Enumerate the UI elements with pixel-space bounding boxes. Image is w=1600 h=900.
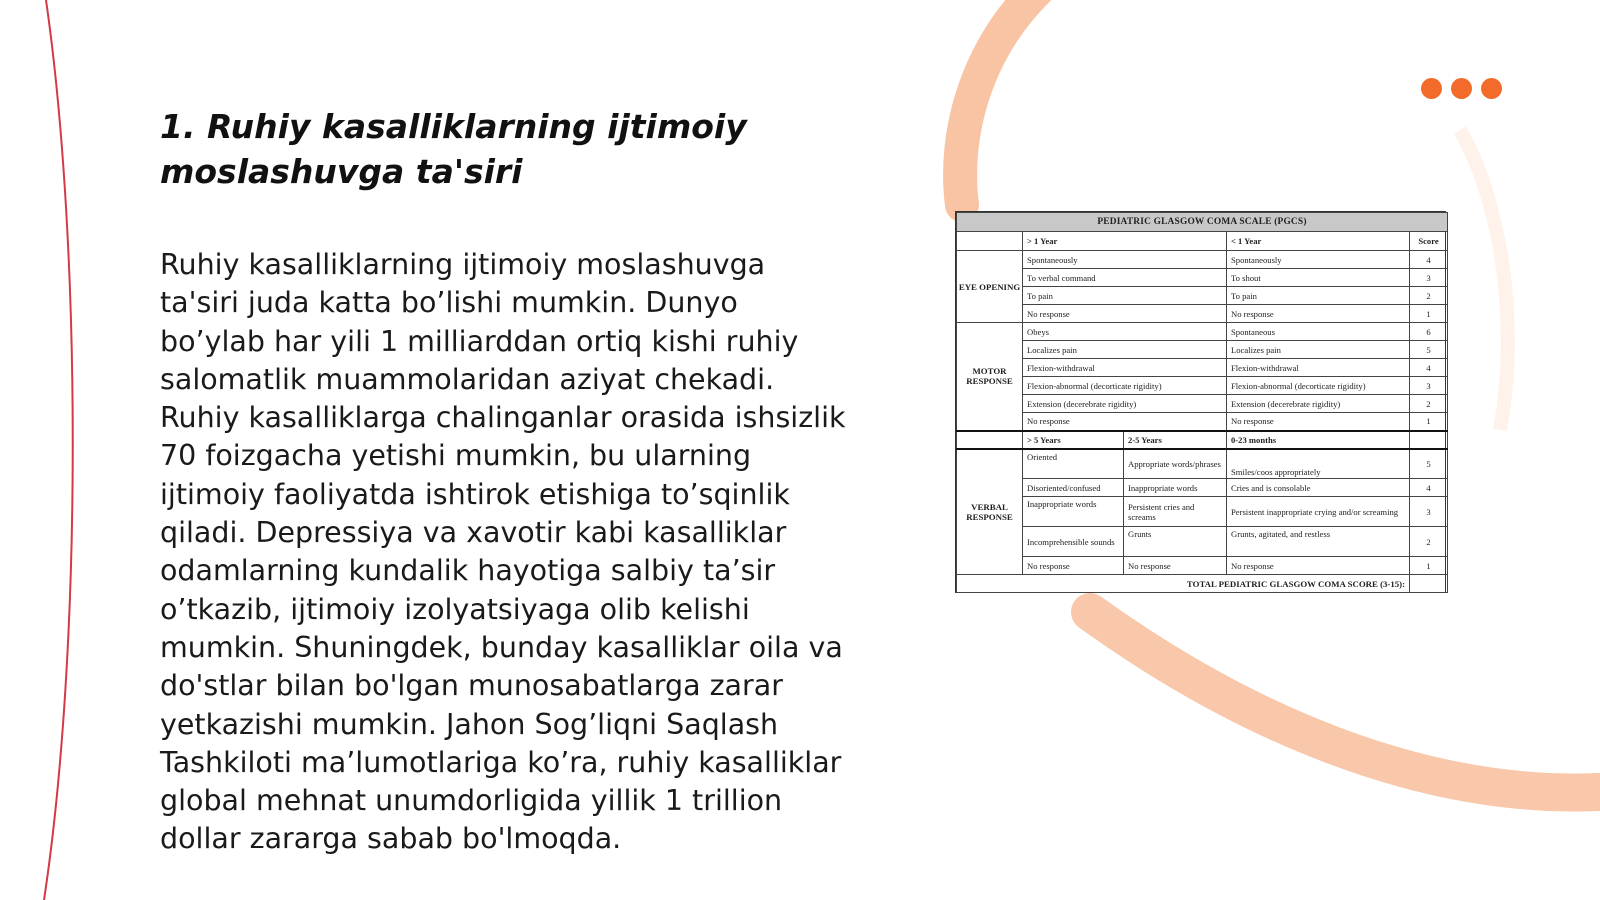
table-cell: Extension (decerebrate rigidity) bbox=[1023, 395, 1227, 413]
table-cell: Disoriented/confused bbox=[1023, 479, 1124, 497]
slide-body-text: Ruhiy kasalliklarning ijtimoiy moslashuvga ta'siri juda katta bo’lishi mumkin. Dunyo bo’ylab har yili 1 milliarddan ortiq kishi ruhiy salomatlik muammolaridan aziyat chekadi. Ruhiy kasalliklarga chalinganlar orasida ishsizlik 70 foizgacha yetishi mumkin, bu ularning ijtimoiy faoliyatda ishtirok etishiga to’sqinlik qiladi. Depressiya va xavotir kabi kasalliklar odamlarning kundalik hayotiga salbiy ta’sir o’tkazib, ijtimoiy izolyatsiyaga olib kelishi mumkin. Shuningdek, bunday kasalliklar oila va do'stlar bilan bo'lgan munosabatlarga zarar yetkazishi mumkin. Jahon Sog’liqni Saqlash Tashkiloti ma’lumotlariga ko’ra, ruhiy kasalliklar global mehnat unumdorligida yillik 1 trillion dollar zararga sabab bo'lmoqda. bbox=[160, 248, 846, 856]
table-cell: Grunts bbox=[1124, 527, 1227, 557]
table-cell: No response bbox=[1227, 557, 1410, 575]
score-cell: 1 bbox=[1410, 557, 1448, 575]
score-cell: 2 bbox=[1410, 395, 1448, 413]
score-cell: 3 bbox=[1410, 497, 1448, 527]
table-cell: Spontaneously bbox=[1023, 251, 1227, 269]
table-cell: Flexion-withdrawal bbox=[1227, 359, 1410, 377]
table-cell: Grunts, agitated, and restless bbox=[1227, 527, 1410, 557]
table-cell: Flexion-abnormal (decorticate rigidity) bbox=[1227, 377, 1410, 395]
decorative-left-line bbox=[44, 0, 73, 900]
table-cell: No response bbox=[1124, 557, 1227, 575]
score-cell: 4 bbox=[1410, 251, 1448, 269]
pgcs-table-image bbox=[955, 211, 1446, 593]
table-cell: Cries and is consolable bbox=[1227, 479, 1410, 497]
score-cell: 3 bbox=[1410, 269, 1448, 287]
table-cell: No response bbox=[1227, 413, 1410, 431]
table-cell: Persistent inappropriate crying and/or screaming bbox=[1227, 497, 1410, 527]
table-cell: No response bbox=[1023, 305, 1227, 323]
table-cell: To shout bbox=[1227, 269, 1410, 287]
menu-dots-icon bbox=[1421, 78, 1502, 100]
total-score-cell bbox=[1410, 575, 1448, 593]
table-cell: Obeys bbox=[1023, 323, 1227, 341]
header-0-23-months: 0-23 months bbox=[1227, 431, 1410, 449]
table-cell: No response bbox=[1023, 557, 1124, 575]
header-2-5-years: 2-5 Years bbox=[1124, 431, 1227, 449]
score-cell: 3 bbox=[1410, 377, 1448, 395]
score-cell: 5 bbox=[1410, 449, 1448, 479]
score-cell: 1 bbox=[1410, 305, 1448, 323]
pgcs-table bbox=[956, 212, 1448, 593]
header-over-1-year: > 1 Year bbox=[1023, 232, 1227, 251]
group-verbal-response: VERBAL RESPONSE bbox=[957, 449, 1023, 575]
table-cell: Extension (decerebrate rigidity) bbox=[1227, 395, 1410, 413]
table-cell: Flexion-withdrawal bbox=[1023, 359, 1227, 377]
score-cell: 6 bbox=[1410, 323, 1448, 341]
group-eye-opening: EYE OPENING bbox=[957, 251, 1023, 323]
score-cell: 5 bbox=[1410, 341, 1448, 359]
decorative-arc-bottom bbox=[1090, 612, 1600, 793]
decorative-arc-top bbox=[960, 0, 1048, 205]
table-cell: Localizes pain bbox=[1227, 341, 1410, 359]
dot-2 bbox=[1451, 78, 1472, 99]
header-score: Score bbox=[1410, 232, 1448, 251]
score-cell: 1 bbox=[1410, 413, 1448, 431]
score-cell: 2 bbox=[1410, 527, 1448, 557]
header-under-1-year: < 1 Year bbox=[1227, 232, 1410, 251]
table-cell: Flexion-abnormal (decorticate rigidity) bbox=[1023, 377, 1227, 395]
table-cell: Incomprehensible sounds bbox=[1023, 527, 1124, 557]
table-cell: Spontaneously bbox=[1227, 251, 1410, 269]
table-cell: Appropriate words/phrases bbox=[1124, 449, 1227, 479]
dot-3 bbox=[1481, 78, 1502, 99]
table-cell: To pain bbox=[1023, 287, 1227, 305]
group-motor-response: MOTOR RESPONSE bbox=[957, 323, 1023, 431]
table-cell: Spontaneous bbox=[1227, 323, 1410, 341]
table-cell: Smiles/coos appropriately bbox=[1227, 449, 1410, 479]
table-cell: Oriented bbox=[1023, 449, 1124, 479]
table-cell: No response bbox=[1227, 305, 1410, 323]
score-cell: 4 bbox=[1410, 479, 1448, 497]
table-cell: No response bbox=[1023, 413, 1227, 431]
table-cell: Inappropriate words bbox=[1023, 497, 1124, 527]
score-cell: 4 bbox=[1410, 359, 1448, 377]
decorative-arc-faint-right bbox=[1460, 130, 1508, 430]
table-cell: Persistent cries and screams bbox=[1124, 497, 1227, 527]
total-score-label: TOTAL PEDIATRIC GLASGOW COMA SCORE (3-15): bbox=[957, 575, 1410, 593]
dot-1 bbox=[1421, 78, 1442, 99]
table-cell: Inappropriate words bbox=[1124, 479, 1227, 497]
pgcs-title: PEDIATRIC GLASGOW COMA SCALE (PGCS) bbox=[957, 213, 1448, 232]
table-cell: Localizes pain bbox=[1023, 341, 1227, 359]
header-over-5-years: > 5 Years bbox=[1023, 431, 1124, 449]
table-cell: To verbal command bbox=[1023, 269, 1227, 287]
slide-title: 1. Ruhiy kasalliklarning ijtimoiy moslashuvga ta'siri bbox=[160, 107, 747, 191]
table-cell: To pain bbox=[1227, 287, 1410, 305]
score-cell: 2 bbox=[1410, 287, 1448, 305]
